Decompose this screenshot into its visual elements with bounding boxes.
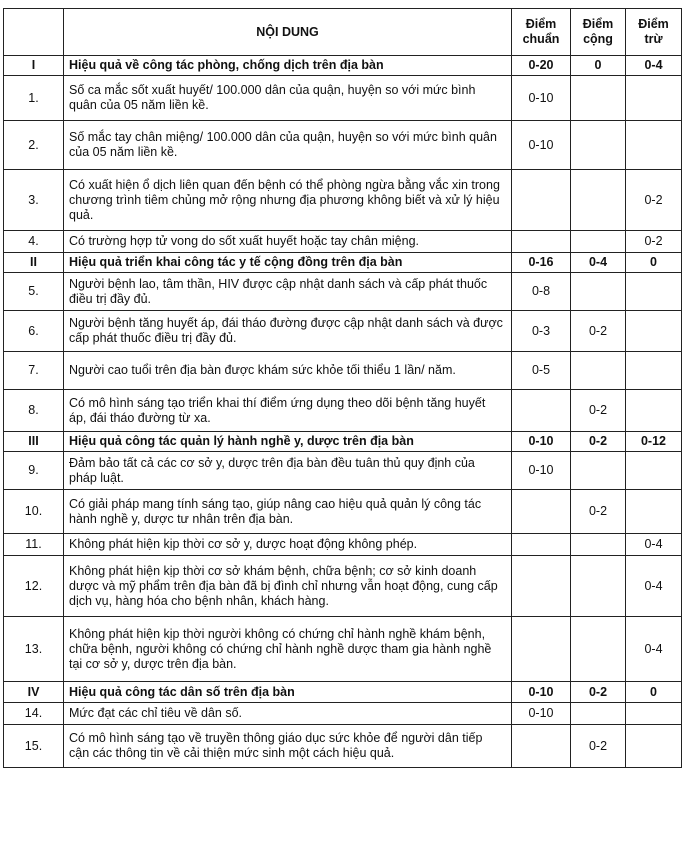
scoring-table xyxy=(3,8,682,768)
row-content: Mức đạt các chỉ tiêu về dân số. xyxy=(64,703,512,725)
table-row xyxy=(4,725,682,768)
row-number: 14. xyxy=(4,703,64,725)
table-row xyxy=(4,311,682,352)
standard-score xyxy=(512,617,571,682)
minus-score xyxy=(626,352,682,390)
standard-score: 0-10 xyxy=(512,121,571,170)
row-content: Người bệnh tăng huyết áp, đái tháo đường được cập nhật danh sách và được cấp phát thuốc điều trị đầy đủ. xyxy=(64,311,512,352)
standard-score: 0-10 xyxy=(512,703,571,725)
table-row xyxy=(4,170,682,231)
table-row xyxy=(4,534,682,556)
standard-score xyxy=(512,390,571,432)
header-plus-score: Điểm cộng xyxy=(571,9,626,56)
header-content: NỘI DUNG xyxy=(64,9,512,56)
plus-score xyxy=(571,352,626,390)
minus-score: 0-4 xyxy=(626,56,682,76)
minus-score xyxy=(626,390,682,432)
minus-score: 0 xyxy=(626,253,682,273)
table-row xyxy=(4,352,682,390)
standard-score xyxy=(512,170,571,231)
row-number: 6. xyxy=(4,311,64,352)
minus-score xyxy=(626,703,682,725)
standard-score: 0-3 xyxy=(512,311,571,352)
minus-score: 0 xyxy=(626,682,682,703)
row-content: Hiệu quả về công tác phòng, chống dịch trên địa bàn xyxy=(64,56,512,76)
plus-score: 0-2 xyxy=(571,490,626,534)
row-number: 8. xyxy=(4,390,64,432)
plus-score xyxy=(571,273,626,311)
row-content: Hiệu quả công tác quản lý hành nghề y, dược trên địa bàn xyxy=(64,432,512,452)
plus-score xyxy=(571,76,626,121)
row-content: Hiệu quả công tác dân số trên địa bàn xyxy=(64,682,512,703)
section-row xyxy=(4,682,682,703)
row-number: I xyxy=(4,56,64,76)
standard-score xyxy=(512,534,571,556)
minus-score: 0-2 xyxy=(626,231,682,253)
minus-score xyxy=(626,273,682,311)
plus-score xyxy=(571,170,626,231)
row-number: 9. xyxy=(4,452,64,490)
row-content: Không phát hiện kịp thời cơ sở khám bệnh, chữa bệnh; cơ sở kinh doanh dược và mỹ phẩm trên địa bàn đã bị đình chỉ nhưng vẫn hoạt động, cung cấp dịch vụ, hàng hóa cho bệnh nhân, khách hàng. xyxy=(64,556,512,617)
minus-score: 0-2 xyxy=(626,170,682,231)
minus-score: 0-4 xyxy=(626,534,682,556)
minus-score xyxy=(626,452,682,490)
plus-score: 0-2 xyxy=(571,390,626,432)
minus-score xyxy=(626,725,682,768)
row-content: Người cao tuổi trên địa bàn được khám sức khỏe tối thiểu 1 lần/ năm. xyxy=(64,352,512,390)
row-content: Không phát hiện kịp thời cơ sở y, dược hoạt động không phép. xyxy=(64,534,512,556)
header-standard-score: Điểm chuẩn xyxy=(512,9,571,56)
minus-score: 0-4 xyxy=(626,617,682,682)
plus-score xyxy=(571,617,626,682)
minus-score xyxy=(626,490,682,534)
row-number: 3. xyxy=(4,170,64,231)
row-number: IV xyxy=(4,682,64,703)
standard-score: 0-5 xyxy=(512,352,571,390)
plus-score xyxy=(571,231,626,253)
minus-score xyxy=(626,311,682,352)
table-header-row xyxy=(4,9,682,56)
standard-score: 0-10 xyxy=(512,682,571,703)
row-content: Số ca mắc sốt xuất huyết/ 100.000 dân của quận, huyện so với mức bình quân của 05 năm liền kề. xyxy=(64,76,512,121)
row-number: II xyxy=(4,253,64,273)
table-row xyxy=(4,390,682,432)
standard-score xyxy=(512,556,571,617)
row-content: Có giải pháp mang tính sáng tạo, giúp nâng cao hiệu quả quản lý công tác hành nghề y, dược tư nhân trên địa bàn. xyxy=(64,490,512,534)
plus-score: 0-2 xyxy=(571,682,626,703)
minus-score xyxy=(626,121,682,170)
table-row xyxy=(4,76,682,121)
plus-score: 0-2 xyxy=(571,311,626,352)
plus-score: 0-2 xyxy=(571,432,626,452)
row-number: 5. xyxy=(4,273,64,311)
minus-score xyxy=(626,76,682,121)
row-number: 13. xyxy=(4,617,64,682)
row-content: Hiệu quả triển khai công tác y tế cộng đồng trên địa bàn xyxy=(64,253,512,273)
standard-score: 0-16 xyxy=(512,253,571,273)
table-row xyxy=(4,231,682,253)
section-row xyxy=(4,56,682,76)
plus-score xyxy=(571,534,626,556)
plus-score: 0 xyxy=(571,56,626,76)
minus-score: 0-4 xyxy=(626,556,682,617)
table-row xyxy=(4,273,682,311)
row-content: Người bệnh lao, tâm thần, HIV được cập nhật danh sách và cấp phát thuốc điều trị đầy đủ. xyxy=(64,273,512,311)
table-row xyxy=(4,121,682,170)
standard-score: 0-20 xyxy=(512,56,571,76)
row-number: 7. xyxy=(4,352,64,390)
row-number: 4. xyxy=(4,231,64,253)
row-content: Đảm bảo tất cả các cơ sở y, dược trên địa bàn đều tuân thủ quy định của pháp luật. xyxy=(64,452,512,490)
header-minus-score: Điểm trừ xyxy=(626,9,682,56)
plus-score: 0-2 xyxy=(571,725,626,768)
table-body xyxy=(4,56,682,768)
standard-score: 0-10 xyxy=(512,432,571,452)
standard-score xyxy=(512,725,571,768)
row-content: Có xuất hiện ổ dịch liên quan đến bệnh có thể phòng ngừa bằng vắc xin trong chương trình tiêm chủng mở rộng nhưng địa phương không biết và xử lý hiệu quả. xyxy=(64,170,512,231)
standard-score xyxy=(512,231,571,253)
row-content: Số mắc tay chân miệng/ 100.000 dân của quận, huyện so với mức bình quân của 05 năm liền kề. xyxy=(64,121,512,170)
plus-score xyxy=(571,121,626,170)
section-row xyxy=(4,432,682,452)
minus-score: 0-12 xyxy=(626,432,682,452)
standard-score: 0-8 xyxy=(512,273,571,311)
header-stt xyxy=(4,9,64,56)
row-number: 10. xyxy=(4,490,64,534)
standard-score: 0-10 xyxy=(512,452,571,490)
plus-score xyxy=(571,703,626,725)
standard-score: 0-10 xyxy=(512,76,571,121)
table-row xyxy=(4,452,682,490)
row-content: Có trường hợp tử vong do sốt xuất huyết hoặc tay chân miệng. xyxy=(64,231,512,253)
plus-score: 0-4 xyxy=(571,253,626,273)
row-content: Có mô hình sáng tạo về truyền thông giáo dục sức khỏe để người dân tiếp cận các thông tin về cải thiện mức sinh một cách hiệu quả. xyxy=(64,725,512,768)
row-content: Có mô hình sáng tạo triển khai thí điểm ứng dụng theo dõi bệnh tăng huyết áp, đái tháo đường từ xa. xyxy=(64,390,512,432)
row-number: 2. xyxy=(4,121,64,170)
row-number: 1. xyxy=(4,76,64,121)
table-row xyxy=(4,556,682,617)
plus-score xyxy=(571,556,626,617)
section-row xyxy=(4,253,682,273)
table-row xyxy=(4,703,682,725)
standard-score xyxy=(512,490,571,534)
row-content: Không phát hiện kịp thời người không có chứng chỉ hành nghề khám bệnh, chữa bệnh, người không có chứng chỉ hành nghề dược tham gia hành nghề tại cơ sở y, dược trên địa bàn. xyxy=(64,617,512,682)
row-number: 12. xyxy=(4,556,64,617)
plus-score xyxy=(571,452,626,490)
table-row xyxy=(4,617,682,682)
row-number: III xyxy=(4,432,64,452)
row-number: 15. xyxy=(4,725,64,768)
table-row xyxy=(4,490,682,534)
row-number: 11. xyxy=(4,534,64,556)
